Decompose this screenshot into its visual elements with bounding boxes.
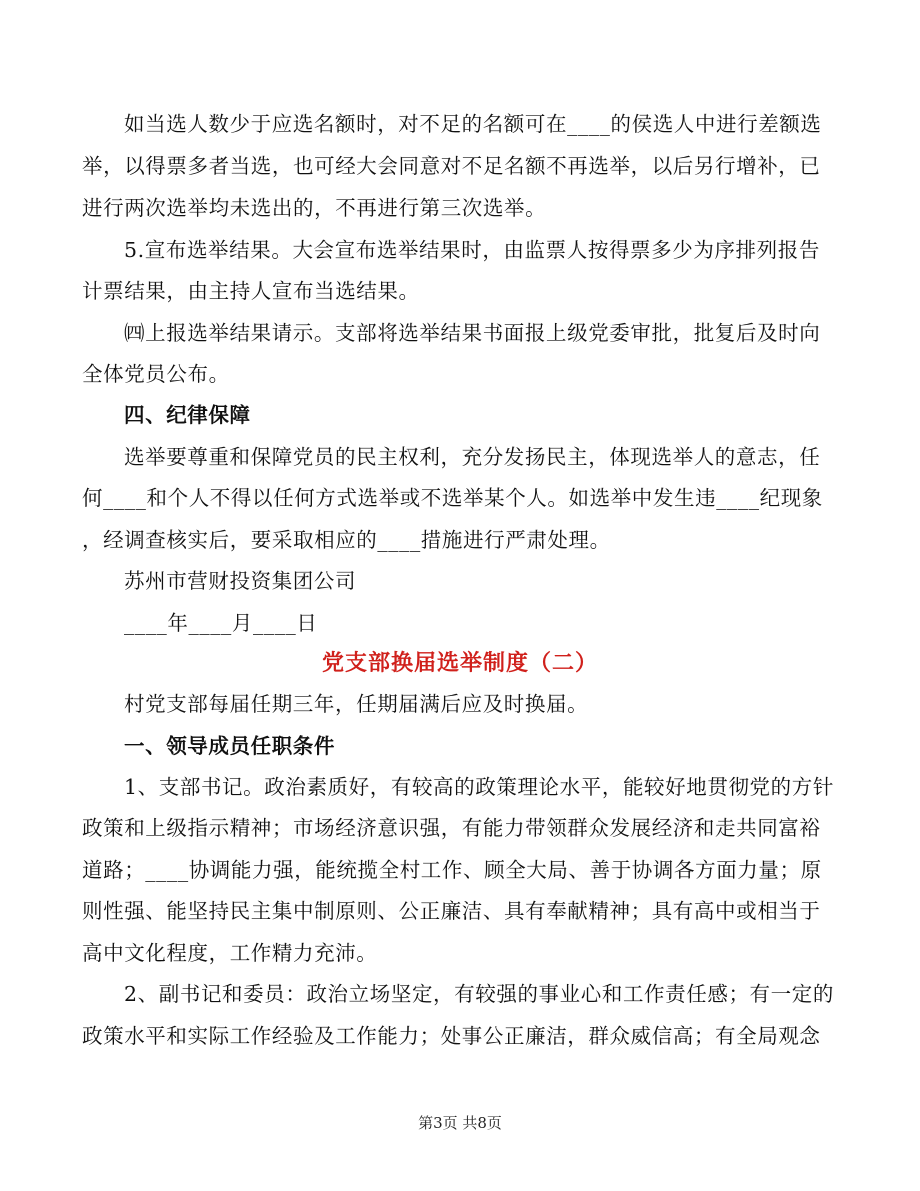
paragraph-line: 2、副书记和委员：政治立场坚定，有较强的事业心和工作责任感；有一定的 bbox=[124, 982, 834, 1006]
section-heading: 四、纪律保障 bbox=[124, 403, 251, 427]
paragraph-line: 政策水平和实际工作经验及工作能力；处事公正廉洁，群众威信高；有全局观念 bbox=[82, 1024, 821, 1048]
paragraph-line: 全体党员公布。 bbox=[82, 362, 230, 386]
paragraph-line: 如当选人数少于应选名额时，对不足的名额可在____的侯选人中进行差额选 bbox=[124, 112, 822, 136]
paragraph-line: 何____和个人不得以任何方式选举或不选举某个人。如选举中发生违____纪现象 bbox=[82, 486, 823, 510]
paragraph-line: 进行两次选举均未选出的，不再进行第三次选举。 bbox=[82, 196, 547, 220]
paragraph-line: ㈣上报选举结果请示。支部将选举结果书面报上级党委审批，批复后及时向 bbox=[124, 321, 821, 345]
page-footer: 第3页 共8页 bbox=[418, 1114, 502, 1132]
paragraph-line: 高中文化程度，工作精力充沛。 bbox=[82, 941, 378, 965]
company-name: 苏州市营财投资集团公司 bbox=[124, 569, 357, 593]
paragraph-line: ，经调查核实后，要采取相应的____措施进行严肃处理。 bbox=[82, 528, 611, 552]
paragraph-line: 道路；____协调能力强，能统揽全村工作、顾全大局、善于协调各方面力量；原 bbox=[82, 858, 822, 882]
paragraph-line: 则性强、能坚持民主集中制原则、公正廉洁、具有奉献精神；具有高中或相当于 bbox=[82, 899, 821, 923]
paragraph-line: 1、支部书记。政治素质好，有较高的政策理论水平，能较好地贯彻党的方针 bbox=[124, 775, 834, 799]
paragraph-line: 举，以得票多者当选，也可经大会同意对不足名额不再选举，以后另行增补，已 bbox=[82, 154, 821, 178]
paragraph-line: 5.宣布选举结果。大会宣布选举结果时，由监票人按得票多少为序排列报告 bbox=[124, 238, 820, 262]
paragraph-line: 计票结果，由主持人宣布当选结果。 bbox=[82, 279, 420, 303]
paragraph-line: 村党支部每届任期三年，任期届满后应及时换届。 bbox=[124, 692, 589, 716]
paragraph-line: 选举要尊重和保障党员的民主权利，充分发扬民主，体现选举人的意志，任 bbox=[124, 445, 821, 469]
document-title: 党支部换届选举制度（二） bbox=[321, 650, 598, 676]
paragraph-line: 政策和上级指示精神；市场经济意识强，有能力带领群众发展经济和走共同富裕 bbox=[82, 816, 821, 840]
date-line: ____年____月____日 bbox=[124, 611, 318, 635]
section-heading: 一、领导成员任职条件 bbox=[124, 734, 335, 758]
